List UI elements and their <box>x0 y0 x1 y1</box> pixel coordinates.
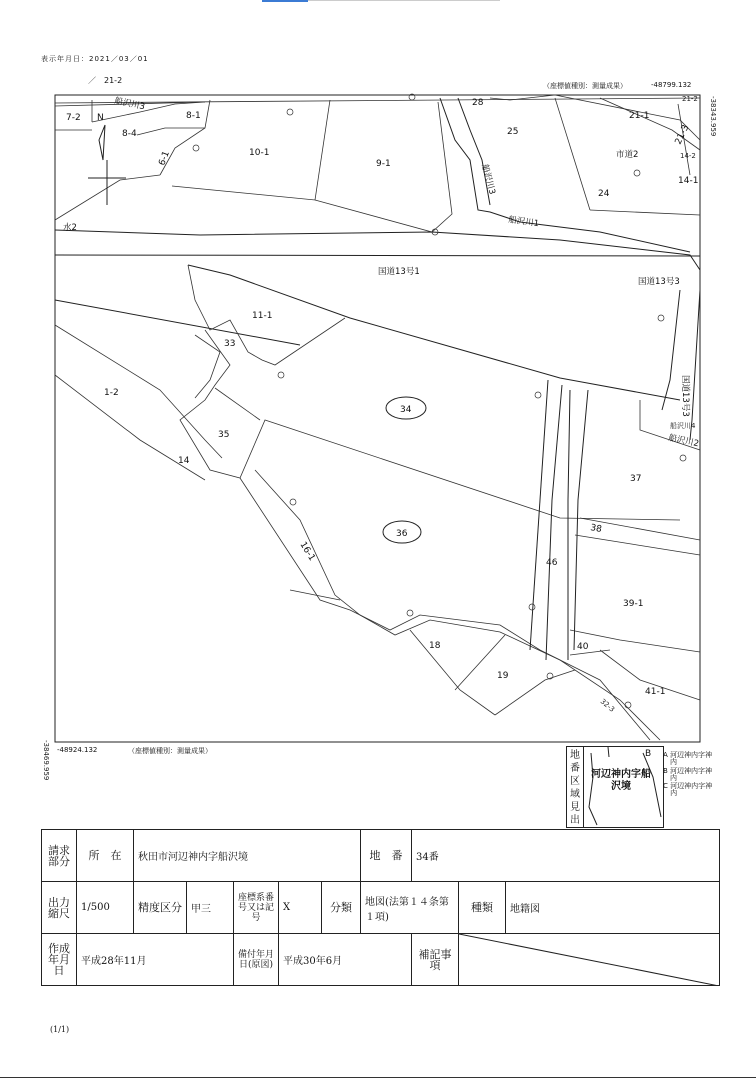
coord-bottom-left-x: -48924.132 <box>57 746 98 754</box>
survey-point-icon <box>193 94 686 708</box>
boundary-line <box>555 98 590 210</box>
coord-type-top: （座標値種別：測量成果） <box>543 82 627 90</box>
parcel-label: 6-1 <box>157 149 172 168</box>
boundary-line <box>255 470 660 740</box>
parcel-label: 35 <box>218 430 230 440</box>
road-label: 国道13号1 <box>378 267 420 277</box>
parcel-label: 14-2 <box>680 152 696 160</box>
target-parcel-label: 34 <box>400 405 412 415</box>
north-label: N <box>97 113 104 123</box>
bottom-divider <box>0 1077 756 1078</box>
boundary-line <box>180 330 680 520</box>
road-edge <box>55 230 700 270</box>
boundary-line <box>590 210 700 215</box>
note-label: 補記事項 <box>412 934 459 986</box>
road-edge <box>568 390 570 660</box>
coord-type-bottom: （座標値種別：測量成果） <box>128 747 212 755</box>
parcel-label: 33 <box>224 339 236 349</box>
boundary-line <box>55 98 700 103</box>
road-edge <box>55 300 300 345</box>
legend-key: B <box>663 767 668 775</box>
boundary-line <box>455 635 505 690</box>
road-edge <box>690 290 700 440</box>
attached-label: 備付年月日(原図) <box>234 934 279 986</box>
coord-top-right-x: -48799.132 <box>651 81 692 89</box>
index-title <box>567 747 584 827</box>
precision-label: 精度区分 <box>134 882 187 934</box>
boundary-line <box>575 535 700 555</box>
index-area-name: 河辺神内字船沢境 <box>591 769 651 792</box>
created-label: 作成年月日 <box>42 934 77 986</box>
parcel-label: 41-1 <box>645 687 666 697</box>
page-indicator: (1/1) <box>50 1025 70 1034</box>
coord-system-label: 座標系番号又は記号 <box>234 882 279 934</box>
type-label: 種類 <box>459 882 506 934</box>
parcel-label: 1-2 <box>104 388 119 398</box>
boundary-line <box>240 478 650 740</box>
road-edge <box>55 255 700 256</box>
boundary-line <box>600 98 700 150</box>
coord-system-value: X <box>279 882 322 934</box>
parcel-label: 32-3 <box>598 697 617 714</box>
location-label: 所 在 <box>77 830 134 882</box>
road-label: 市道2 <box>616 150 639 160</box>
parcel-label: 11-1 <box>252 311 273 321</box>
boundary-line <box>137 128 205 135</box>
boundary-line <box>290 590 340 600</box>
parcel-label: 10-1 <box>249 148 270 158</box>
legend-item-b <box>663 768 718 782</box>
parcel-label: 40 <box>577 642 589 652</box>
parcel-label: 21-1 <box>629 111 650 121</box>
road-edge <box>546 385 562 660</box>
road-edge <box>662 290 680 410</box>
legend-key: C <box>663 782 668 790</box>
parcel-label: 39-1 <box>623 599 644 609</box>
legend-key: A <box>663 751 668 759</box>
river-label: 船沢川2 <box>667 433 700 450</box>
river-label: 船沢川3 <box>113 96 146 113</box>
boundary-line <box>215 388 260 420</box>
parcel-label: 24 <box>598 189 610 199</box>
north-arrow-icon <box>99 125 105 160</box>
road-edge <box>574 390 588 650</box>
legend-text: 河辺神内字神内 <box>670 751 713 766</box>
category-label: 分類 <box>322 882 361 934</box>
parcel-label: 36 <box>396 529 408 539</box>
parcel-label: 28 <box>472 98 484 108</box>
legend-text: 河辺神内字神内 <box>670 782 713 797</box>
index-title-text: 地番区域見出 <box>570 750 580 826</box>
parcel-label: 16-1 <box>297 540 317 563</box>
scale-label: 出力縮尺 <box>42 882 77 934</box>
parcel-label: 7-2 <box>66 113 81 123</box>
road-edge <box>530 380 548 650</box>
road-edge <box>188 265 680 400</box>
river-line <box>458 98 490 205</box>
water-label: 水2 <box>63 223 77 233</box>
crosshair-icon <box>88 160 126 205</box>
legend-item-c <box>663 783 718 797</box>
type-value: 地籍図 <box>506 882 720 934</box>
area-index-map <box>566 746 664 828</box>
river-label: 船沢川3 <box>479 163 497 196</box>
road-label: 国道13号3 <box>680 375 690 417</box>
scale-value: 1/500 <box>77 882 134 934</box>
parcel-label: 18 <box>429 641 441 651</box>
parcel-label: 19 <box>497 671 509 681</box>
precision-value: 甲三 <box>187 882 234 934</box>
road-label: 国道13号3 <box>638 277 680 287</box>
parcel-info-table <box>41 829 720 986</box>
parcel-label: 21-2 <box>682 95 698 103</box>
note-value-cell <box>459 934 720 986</box>
display-date: 表示年月日：2021／03／01 <box>41 55 149 63</box>
empty-cell-diagonal <box>459 934 719 986</box>
river-label: 船沢川1 <box>507 215 540 230</box>
parcel-label: 25 <box>507 127 519 137</box>
parcel-label: 8-4 <box>122 129 137 139</box>
index-marker-b: B <box>645 749 652 759</box>
parcel-label: 46 <box>546 558 558 568</box>
parcel-label: 21-3 <box>673 123 692 147</box>
parcel-label: 8-1 <box>186 111 201 121</box>
coord-left-y: -38469.959 <box>42 740 50 781</box>
lot-label: 地 番 <box>361 830 412 882</box>
boundary-line <box>570 630 700 652</box>
boundary-line <box>55 325 222 458</box>
parcel-label: 38 <box>589 523 603 535</box>
created-value: 平成28年11月 <box>77 934 234 986</box>
parcel-label: 37 <box>630 474 642 484</box>
coord-right-y: -38343.959 <box>709 96 717 137</box>
top-small-label: ／ 21-2 <box>88 76 123 85</box>
legend-item-a <box>663 752 718 766</box>
parcel-label: 14-1 <box>678 176 699 186</box>
parcel-label: 14 <box>178 456 190 466</box>
category-value: 地図(法第１４条第１項) <box>361 882 459 934</box>
parcel-label: 9-1 <box>376 159 391 169</box>
boundary-line <box>410 630 495 715</box>
legend-text: 河辺神内字神内 <box>670 767 713 782</box>
lot-value: 34番 <box>412 830 720 882</box>
river-label: 船沢川4 <box>670 422 696 430</box>
location-value: 秋田市河辺神内字船沢境 <box>134 830 361 882</box>
attached-value: 平成30年6月 <box>279 934 412 986</box>
request-section-label: 請求部分 <box>42 830 77 882</box>
